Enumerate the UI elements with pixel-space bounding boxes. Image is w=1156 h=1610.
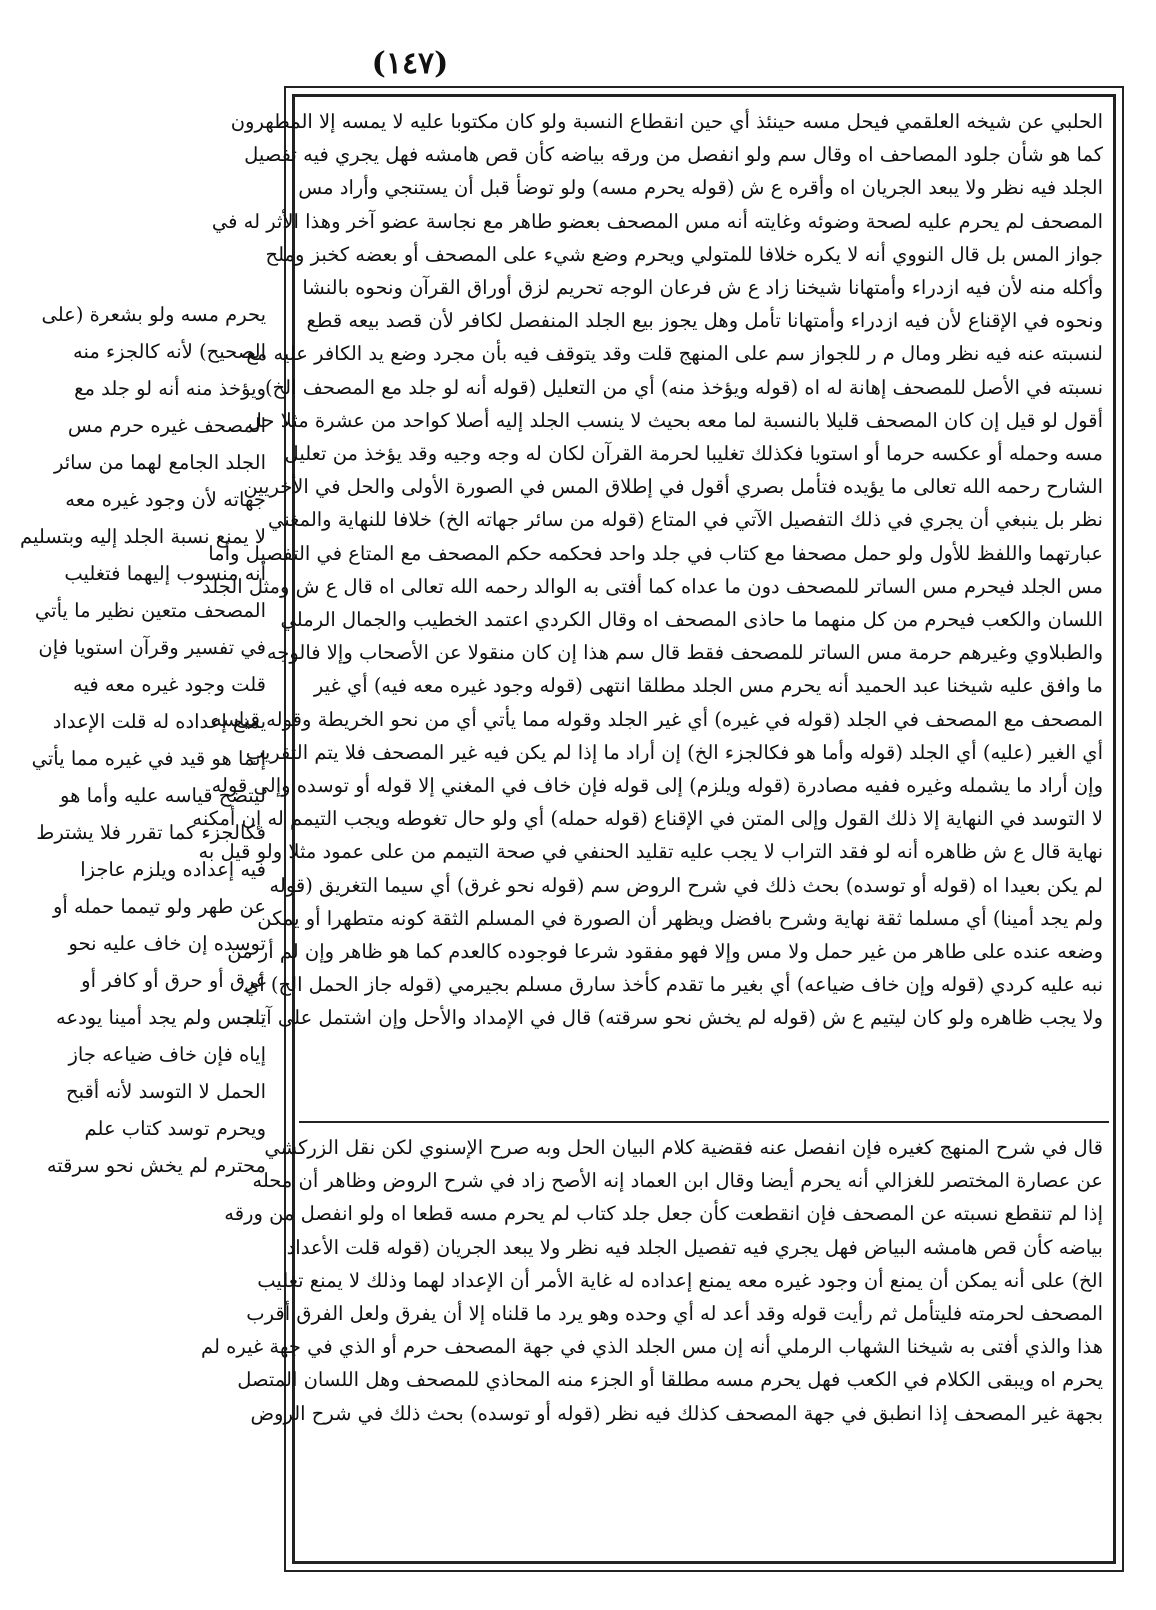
main-text-line: أقول لو قيل إن كان المصحف قليلا بالنسبة لما معه بحيث لا ينسب الجلد إليه أصلا كواحد من عشرة مثلا حل bbox=[247, 408, 1103, 432]
section-divider bbox=[299, 1121, 1109, 1123]
main-text-line: والطبلاوي وغيرهم حرمة مس الساتر للمصحف فقط قال سم هذا إن كان منقولا عن الأصحاب وإلا فالوجه bbox=[266, 641, 1103, 665]
margin-text-line: إياه فإن خاف ضياعه جاز bbox=[68, 1043, 266, 1066]
margin-text-line: ويؤخذ منه أنه لو جلد مع bbox=[74, 377, 266, 400]
main-text-line: نظر بل ينبغي أن يجري في ذلك التفصيل الآتي في المتاع (قوله من سائر جهاته الخ) خلافا للنهاية والمغني bbox=[268, 508, 1103, 532]
footer-text-line: الخ) على أنه يمكن أن يمنع أن وجود غيره معه يمنع إعداده له غاية الأمر أن الإعداد لهما وذلك لا يمنع تغليب bbox=[257, 1268, 1103, 1292]
margin-text-line: توسده إن خاف عليه نحو bbox=[68, 932, 266, 955]
margin-text-line: فكالجزء كما تقرر فلا يشترط bbox=[36, 821, 266, 844]
main-text-line: عبارتهما واللفظ للأول ولو حمل مصحفا مع كتاب في جلد واحد فحكمه حكم المصحف مع المتاع في التفصيل وأما bbox=[208, 541, 1103, 565]
margin-text-line: قلت وجود غيره معه فيه bbox=[73, 673, 266, 696]
page-number: (١٤٧) bbox=[371, 46, 449, 81]
margin-text-line: الحمل لا التوسد لأنه أقبح bbox=[65, 1080, 266, 1103]
main-text-line: ونحوه في الإقناع لأن فيه ازدراء وأمتهانا تأمل وهل يجوز بيع الجلد المنفصل لكافر لأن قصد بيعه قطع bbox=[306, 309, 1103, 333]
main-text-line: المصحف مع المصحف في الجلد (قوله في غيره) أي غير الجلد وقوله مما يأتي أي من نحو الخريطة وقوله قياسه bbox=[212, 707, 1103, 731]
main-text-line: لم يكن بعيدا اه (قوله أو توسده) بحث ذلك في شرح الروض سم (قوله نحو غرق) أي سيما التغريق (قوله bbox=[269, 873, 1103, 897]
footer-text-line: هذا والذي أفتى به شيخنا الشهاب الرملي أنه إن مس الجلد الذي في جهة المصحف حرم أو الذي في جهة غيره لم bbox=[201, 1335, 1103, 1359]
footer-text-line: إذا لم تنقطع نسبته عن المصحف فإن انقطعت كأن جعل جلد كتاب لم يحرم مسه قطعا اه ولو انفصل من ورقه bbox=[224, 1202, 1103, 1226]
margin-text-line: فيه إعداده ويلزم عاجزا bbox=[80, 858, 266, 881]
main-text-line: وإن أراد ما يشمله وغيره ففيه مصادرة (قوله ويلزم) إلى قوله فإن خاف في المغني إلا قوله أو توسده وإلى قوله bbox=[211, 774, 1103, 798]
main-text-line: الشارح رحمه الله تعالى ما يؤيده فتأمل بصري أقول في إطلاق المس في الصورة الأولى والحل في الأخريين bbox=[243, 475, 1103, 499]
footer-text-line: عن عصارة المختصر للغزالي أنه يحرم أيضا وقال ابن العماد إنه الأصح زاد في شرح الروض وظاهر أن محله bbox=[252, 1169, 1103, 1193]
margin-text-line: تنجس ولم يجد أمينا يودعه bbox=[56, 1006, 266, 1029]
footer-commentary-text bbox=[201, 1131, 1103, 1561]
main-text-line: كما هو شأن جلود المصاحف اه وقال سم ولو انفصل من ورقه بياضه كأن قص هامشه فهل يجري فيه تفصيل bbox=[244, 143, 1103, 167]
margin-text-line: الجلد الجامع لهما من سائر bbox=[53, 451, 266, 474]
page-frame bbox=[192, 86, 1124, 1572]
margin-text-line: في تفسير وقرآن استويا فإن bbox=[38, 636, 266, 659]
margin-text-line: المصحف غيره حرم مس bbox=[67, 414, 266, 437]
footer-text-line: يحرم اه ويبقى الكلام في الكعب فهل يحرم مسه مطلقا أو الجزء منه المحاذي للمصحف وهل اللسان المتصل bbox=[237, 1368, 1103, 1392]
margin-text-line: يمنع إعداده له قلت الإعداد bbox=[52, 710, 266, 733]
margin-text-line: إنما هو قيد في غيره مما يأتي bbox=[31, 747, 266, 770]
margin-text-line: لا يمنع نسبة الجلد إليه وبتسليم bbox=[19, 525, 266, 548]
main-text-line: مسه وحمله أو عكسه حرما أو استويا فكذلك تغليبا لحرمة القرآن لكان له وجه وجيه وقد يؤخذ من تعليل bbox=[284, 442, 1103, 466]
margin-text-line: أنه منسوب إليهما فتغليب bbox=[64, 562, 266, 585]
main-text-line: جواز المس بل قال النووي أنه لا يكره خلافا للمتولي ويحرم وضع شيء على المصحف أو بعضه كخبز وملح bbox=[265, 242, 1103, 266]
main-text-line: ما وافق عليه شيخنا عبد الحميد أنه يحرم مس الجلد مطلقا انتهى (قوله وجود غيره معه فيه) أي غير bbox=[313, 674, 1103, 698]
footer-text-line: قال في شرح المنهج كغيره فإن انفصل عنه فقضية كلام البيان الحل وبه صرح الإسنوي لكن نقل الزركشي bbox=[264, 1136, 1103, 1159]
main-text-line: وأكله منه لأن فيه ازدراء وأمتهانا شيخنا زاد ع ش فرعان الوجه تحريم لزق أوراق القرآن ونحوه بالنشا bbox=[302, 276, 1103, 300]
main-text-line: وضعه عنده على طاهر من غير حمل ولا مس وإلا فهو مفقود شرعا فوجوده كالعدم كما هو ظاهر وإن لم أر من bbox=[227, 940, 1103, 964]
main-text-line: نبه عليه كردي (قوله وإن خاف ضياعه) أي بغير ما تقدم كأخذ سارق مسلم بجيرمي (قوله جاز الحمل الخ) أي bbox=[244, 973, 1103, 997]
margin-text-line: ويحرم توسد كتاب علم bbox=[84, 1117, 266, 1140]
margin-text-line: المصحف متعين نظير ما يأتي bbox=[34, 599, 266, 622]
main-text-line: أي الغير (عليه) أي الجلد (قوله وأما هو فكالجزء الخ) إن أراد ما إذا لم يكن فيه غير المصحف فلا يتم التقريب bbox=[245, 740, 1103, 764]
main-text-line: لنسبته عنه فيه نظر ومال م ر للجواز سم على المنهج قلت وقد يتوقف فيه بأن مجرد وضع يد الكافر عليه مع bbox=[246, 342, 1103, 366]
margin-text-line: جهاته لأن وجود غيره معه bbox=[65, 488, 266, 511]
page-frame-inner-border bbox=[192, 94, 1116, 1564]
margin-text-line: يحرم مسه ولو بشعرة (على bbox=[41, 303, 266, 326]
margin-text-line: عن طهر ولو تيمما حمله أو bbox=[52, 895, 266, 918]
main-text-line: المصحف لم يحرم عليه لصحة وضوئه وغايته أنه مس المصحف بعضو طاهر مع نجاسة عضو آخر وهذا الأثر له في bbox=[211, 209, 1103, 233]
margin-matn-text bbox=[19, 296, 266, 1177]
footer-text-line: المصحف لحرمته فليتأمل ثم رأيت قوله وقد أعد له أي وحده وهو يرد ما قلناه إلا أن يفرق ولعل الفرق أقرب bbox=[246, 1302, 1103, 1326]
margin-text-line: الصحيح) لأنه كالجزء منه bbox=[72, 340, 266, 363]
main-text-line: نهاية قال ع ش ظاهره أنه لو فقد التراب لا يجب عليه تقليد الحنفي في صحة التيمم من على عمود مثلا ولو قيل به bbox=[198, 840, 1103, 864]
main-text-line: الحلبي عن شيخه العلقمي فيحل مسه حينئذ أي حين انقطاع النسبة ولو كان مكتوبا عليه لا يمسه إلا المطهرون bbox=[230, 110, 1103, 133]
main-text-line: ولا يجب ظاهره ولو كان ليتيم ع ش (قوله لم يخش نحو سرقته) قال في الإمداد والأحل وإن اشتمل على آيات bbox=[236, 1006, 1103, 1030]
main-commentary-text bbox=[192, 105, 1103, 1113]
main-text-line: ولم يجد أمينا) أي مسلما ثقة نهاية وشرح بافضل ويظهر أن الصورة في المسلم الثقة كونه متطهرا أو يمكن bbox=[257, 906, 1103, 930]
main-text-line: مس الجلد فيحرم مس الساتر للمصحف دون ما عداه كما أفتى به الوالد رحمه الله تعالى اه قال ع ش ومثل الجلد bbox=[202, 574, 1103, 598]
main-text-line: الجلد فيه نظر ولا يبعد الجريان اه وأقره ع ش (قوله يحرم مسه) ولو توضأ قبل أن يستنجي وأراد مس bbox=[298, 176, 1103, 200]
main-text-line: نسبته في الأصل للمصحف إهانة له اه (قوله ويؤخذ منه) أي من التعليل (قوله أنه لو جلد مع المصحف الخ) bbox=[264, 375, 1103, 399]
margin-text-line: محترم لم يخش نحو سرقته bbox=[46, 1154, 266, 1177]
margin-text-line: ليتضح قياسه عليه وأما هو bbox=[60, 784, 266, 807]
main-text-line: اللسان والكعب فيحرم من كل منهما ما حاذى المصحف اه وقال الكردي اعتمد الخطيب والجمال الرملي bbox=[280, 608, 1103, 632]
main-text-line: لا التوسد في النهاية إلا ذلك القول وإلى المتن في الإقناع (قوله حمله) أي ولو حال تغوطه ويجب التيمم له إن أمكنه bbox=[192, 807, 1103, 831]
margin-text-line: غرق أو حرق أو كافر أو bbox=[81, 969, 266, 992]
footer-text-line: بجهة غير المصحف إذا انطبق في جهة المصحف كذلك فيه نظر (قوله أو توسده) بحث ذلك في شرح الروض bbox=[250, 1401, 1103, 1425]
footer-text-line: بياضه كأن قص هامشه البياض فهل يجري فيه تفصيل الجلد فيه نظر ولا يبعد الجريان (قوله قلت الأعداد bbox=[286, 1235, 1103, 1259]
